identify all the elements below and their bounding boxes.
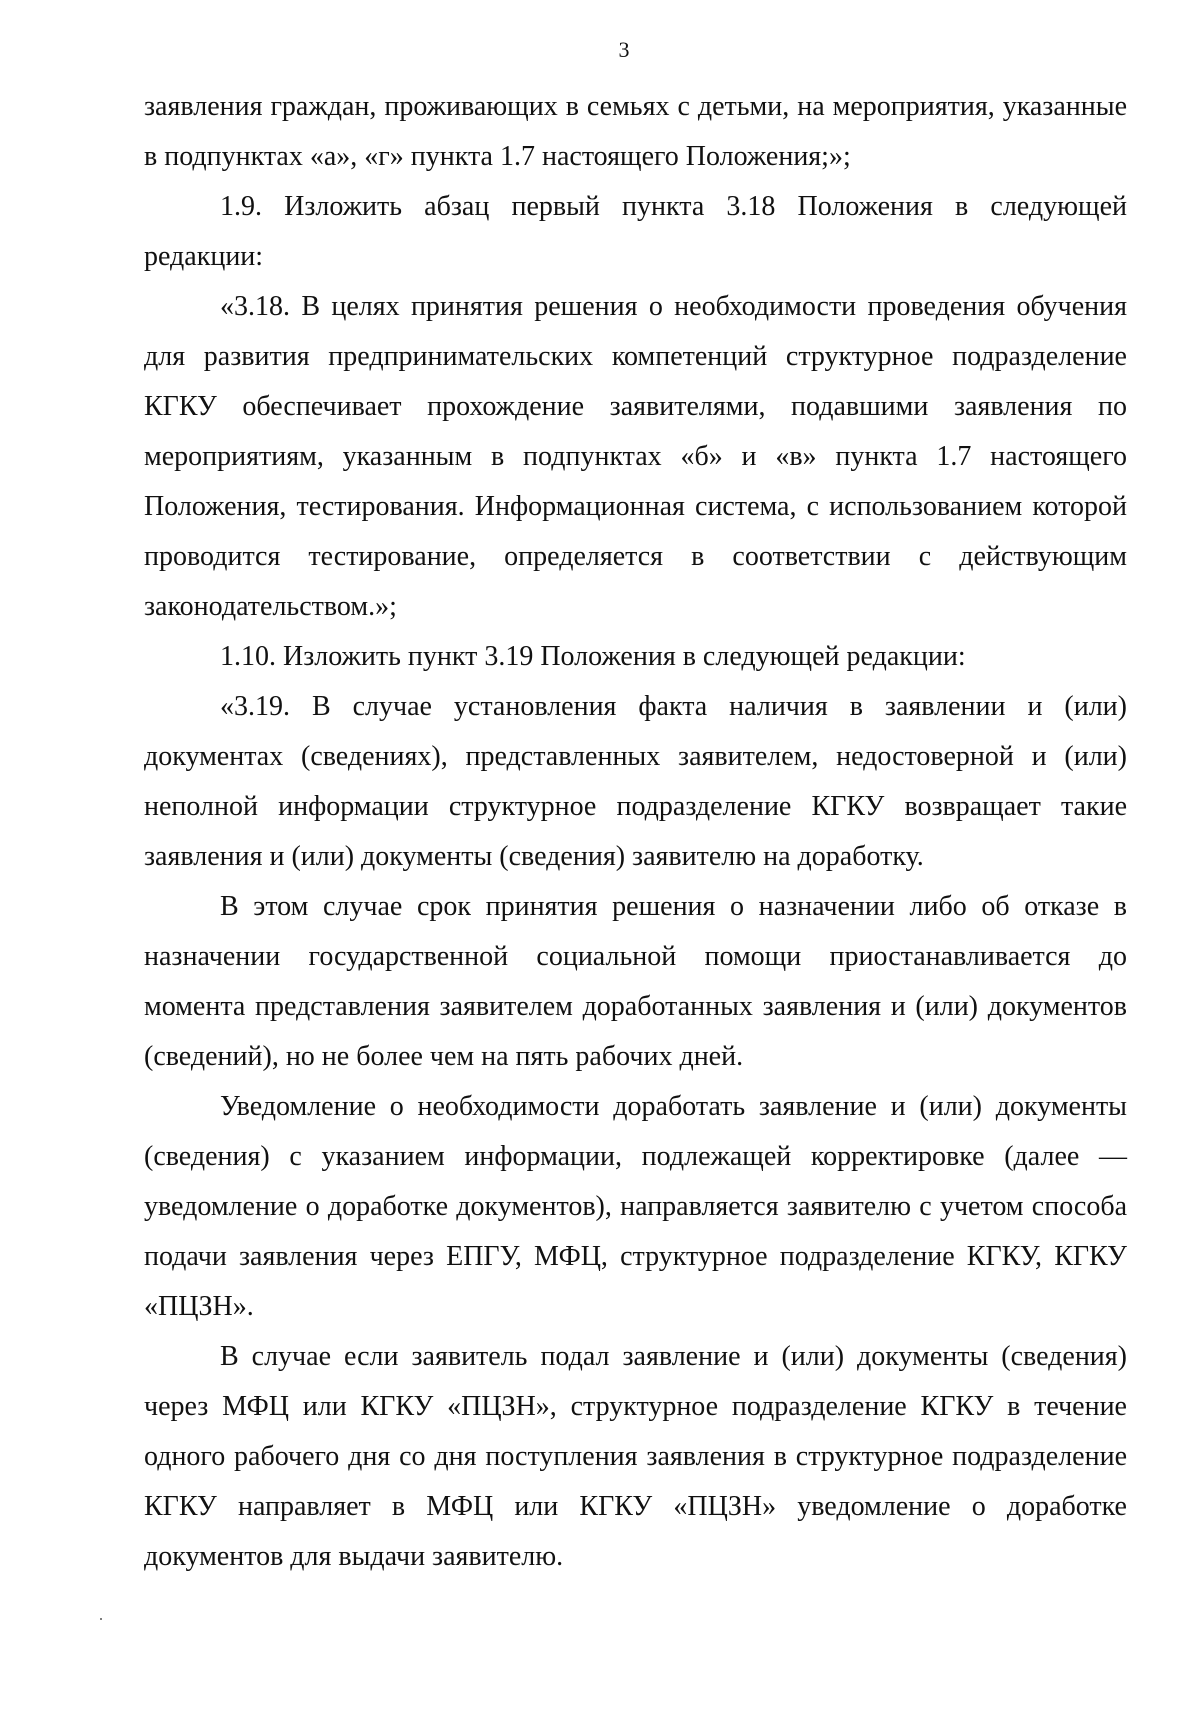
page-number: 3 bbox=[618, 37, 630, 62]
paragraph-quote-3-18: «3.18. В целях принятия решения о необходимости проведения обучения для развития предпринимательских компетенций структурное подразделение КГКУ обеспечивает прохождение заявителями, подавшими заявления по мероприятиям, указанным в подпунктах «б» и «в» пункта 1.7 настоящего Положения, тестирования. Информационная система, с использованием которой проводится тестирование, определяется в соответствии с действующим законодательством.»; bbox=[144, 291, 1127, 622]
document-body bbox=[144, 82, 1127, 1582]
paragraph-quote-3-19: «3.19. В случае установления факта наличия в заявлении и (или) документах (сведениях), представленных заявителем, недостоверной и (или) неполной информации структурное подразделение КГКУ возвращает такие заявления и (или) документы (сведения) заявителю на доработку. bbox=[144, 691, 1127, 872]
scan-speck bbox=[100, 1618, 102, 1620]
paragraph-mfc-case: В случае если заявитель подал заявление и (или) документы (сведения) через МФЦ или КГКУ «ПЦЗН», структурное подразделение КГКУ в течение одного рабочего дня со дня поступления заявления в структурное подразделение КГКУ направляет в МФЦ или КГКУ «ПЦЗН» уведомление о доработке документов для выдачи заявителю. bbox=[144, 1341, 1127, 1572]
paragraph-item-1-9: 1.9. Изложить абзац первый пункта 3.18 Положения в следующей редакции: bbox=[144, 191, 1127, 272]
paragraph-continuation: заявления граждан, проживающих в семьях с детьми, на мероприятия, указанные в подпунктах «а», «г» пункта 1.7 настоящего Положения;»; bbox=[144, 91, 1127, 172]
paragraph-notification: Уведомление о необходимости доработать заявление и (или) документы (сведения) с указанием информации, подлежащей корректировке (далее — уведомление о доработке документов), направляется заявителю с учетом способа подачи заявления через ЕПГУ, МФЦ, структурное подразделение КГКУ, КГКУ «ПЦЗН». bbox=[144, 1091, 1127, 1322]
paragraph-item-1-10: 1.10. Изложить пункт 3.19 Положения в следующей редакции: bbox=[220, 641, 966, 672]
paragraph-suspension-term: В этом случае срок принятия решения о назначении либо об отказе в назначении государственной социальной помощи приостанавливается до момента представления заявителем доработанных заявления и (или) документов (сведений), но не более чем на пять рабочих дней. bbox=[144, 891, 1127, 1072]
